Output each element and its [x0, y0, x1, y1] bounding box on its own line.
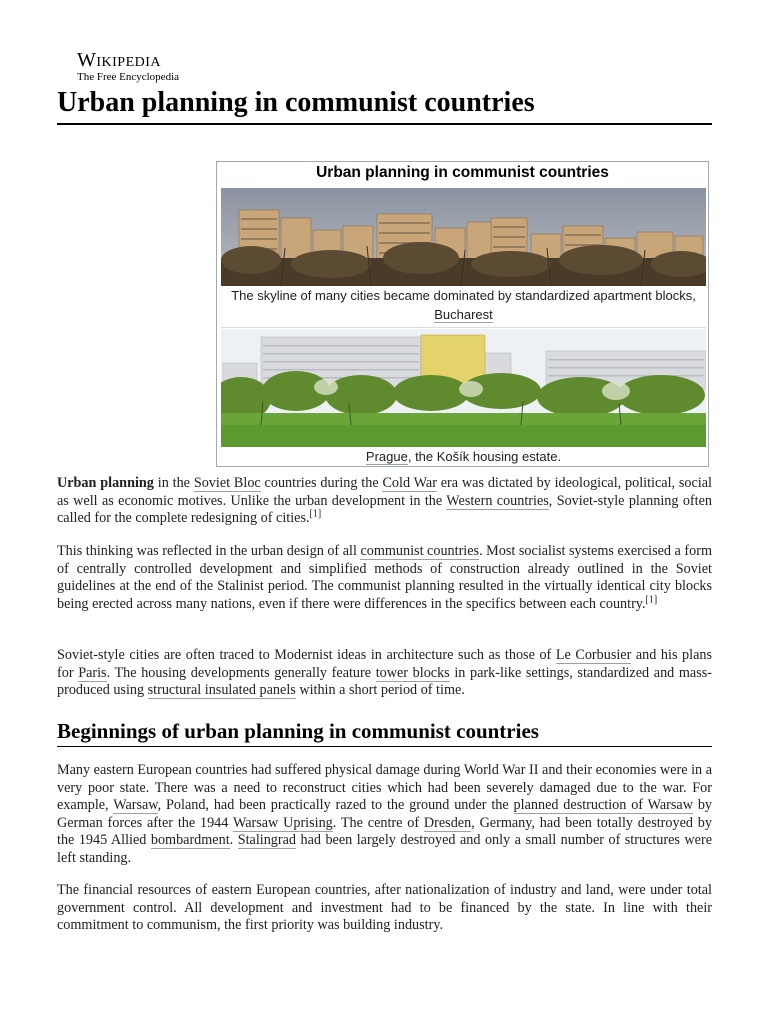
text: in park-like settings, standardized and mass-produced using — [57, 664, 712, 699]
text: Soviet-style cities are often traced to Modernist ideas in architecture such as those of — [57, 647, 556, 663]
paragraph-3 — [57, 647, 712, 700]
paragraph-5 — [57, 882, 712, 935]
text: , Poland, had been practically razed to the ground under the — [157, 797, 514, 814]
text: era was dictated by ideological, political, social as well as economic motives. Unlike the urban development in the — [57, 475, 712, 509]
text: Many eastern European countries had suffered physical damage during World War II and their economies were in a very poor state. There was a need to reconstruct cities which had been severely damaged due to the war. For example, — [57, 762, 712, 814]
logo-tagline: The Free Encyclopedia — [77, 71, 180, 83]
bucharest-skyline-image[interactable] — [221, 188, 706, 286]
page-title: Urban planning in communist countries — [57, 85, 712, 125]
link-structural-insulated-panels[interactable]: structural insulated panels — [147, 682, 296, 699]
infobox-caption-1 — [221, 286, 706, 324]
link-paris[interactable]: Paris — [78, 664, 107, 681]
text: by German forces after the 1944 — [57, 797, 713, 831]
text: . — [229, 832, 238, 849]
link-bucharest[interactable]: Bucharest — [434, 307, 493, 322]
text: This thinking was reflected in the urban design of all — [57, 543, 361, 559]
infobox-caption-2 — [221, 447, 706, 466]
text: and his plans for — [57, 647, 712, 681]
paragraph-2 — [57, 543, 712, 613]
infobox-title: Urban planning in communist countries — [316, 164, 609, 181]
text: , Germany, had been totally destroyed by the 1945 Allied — [57, 814, 712, 849]
link-warsaw-uprising[interactable]: Warsaw Uprising — [232, 814, 333, 831]
link-communist-countries[interactable]: communist countries — [360, 543, 480, 559]
link-cold-war[interactable]: Cold War — [382, 475, 437, 491]
link-western-countries[interactable]: Western countries — [446, 492, 549, 509]
reference-link[interactable]: [1] — [645, 594, 658, 606]
paragraph-4 — [57, 762, 712, 868]
prague-kosik-estate-image[interactable] — [221, 329, 706, 447]
caption-2-text: , the Košík housing estate. — [407, 449, 562, 464]
text: countries during the — [260, 475, 383, 491]
infobox — [216, 161, 709, 467]
link-warsaw[interactable]: Warsaw — [113, 797, 158, 814]
logo-wordmark: Wikipedia — [77, 49, 162, 71]
text: . Most socialist systems exercised a form of centrally controlled development and simplified methods of construction already outlined in the Soviet guidelines at the end of the Stalinist period. The communist planning resulted in the virtually identical city blocks being erected across many nations, even if there were differences in the specifics between each country. — [57, 543, 712, 612]
caption-1-text: The skyline of many cities became dominated by standardized apartment blocks, — [231, 288, 696, 303]
link-stalingrad[interactable]: Stalingrad — [237, 832, 297, 849]
text: The financial resources of eastern European countries, after nationalization of industry and land, were under total government control. All development and investment had to be financed by the state. In line with their commitment to communism, the first priority was building industry. — [57, 882, 712, 934]
bold-term: Urban planning — [57, 475, 154, 491]
text: had been largely destroyed and only a small number of structures were left standing. — [57, 832, 712, 866]
link-soviet-bloc[interactable]: Soviet Bloc — [193, 475, 261, 491]
link-planned-destruction-of-warsaw[interactable]: planned destruction of Warsaw — [513, 797, 693, 814]
text: . The centre of — [332, 814, 424, 831]
link-le-corbusier[interactable]: Le Corbusier — [555, 647, 632, 663]
infobox-divider — [221, 327, 706, 328]
text: . The housing developments generally feature — [106, 664, 376, 681]
link-bombardment[interactable]: bombardment — [150, 832, 230, 849]
paragraph-intro — [57, 475, 712, 528]
text: in the — [153, 475, 194, 491]
link-tower-blocks[interactable]: tower blocks — [375, 664, 450, 681]
text: , Soviet-style planning often called for the complete redesigning of cities. — [57, 492, 712, 527]
wikipedia-logo[interactable] — [77, 50, 197, 84]
link-prague[interactable]: Prague — [365, 449, 408, 464]
section-heading: Beginnings of urban planning in communist countries — [57, 717, 712, 747]
link-dresden[interactable]: Dresden — [423, 814, 472, 831]
text: within a short period of time. — [295, 682, 465, 699]
reference-link[interactable]: [1] — [309, 508, 322, 520]
